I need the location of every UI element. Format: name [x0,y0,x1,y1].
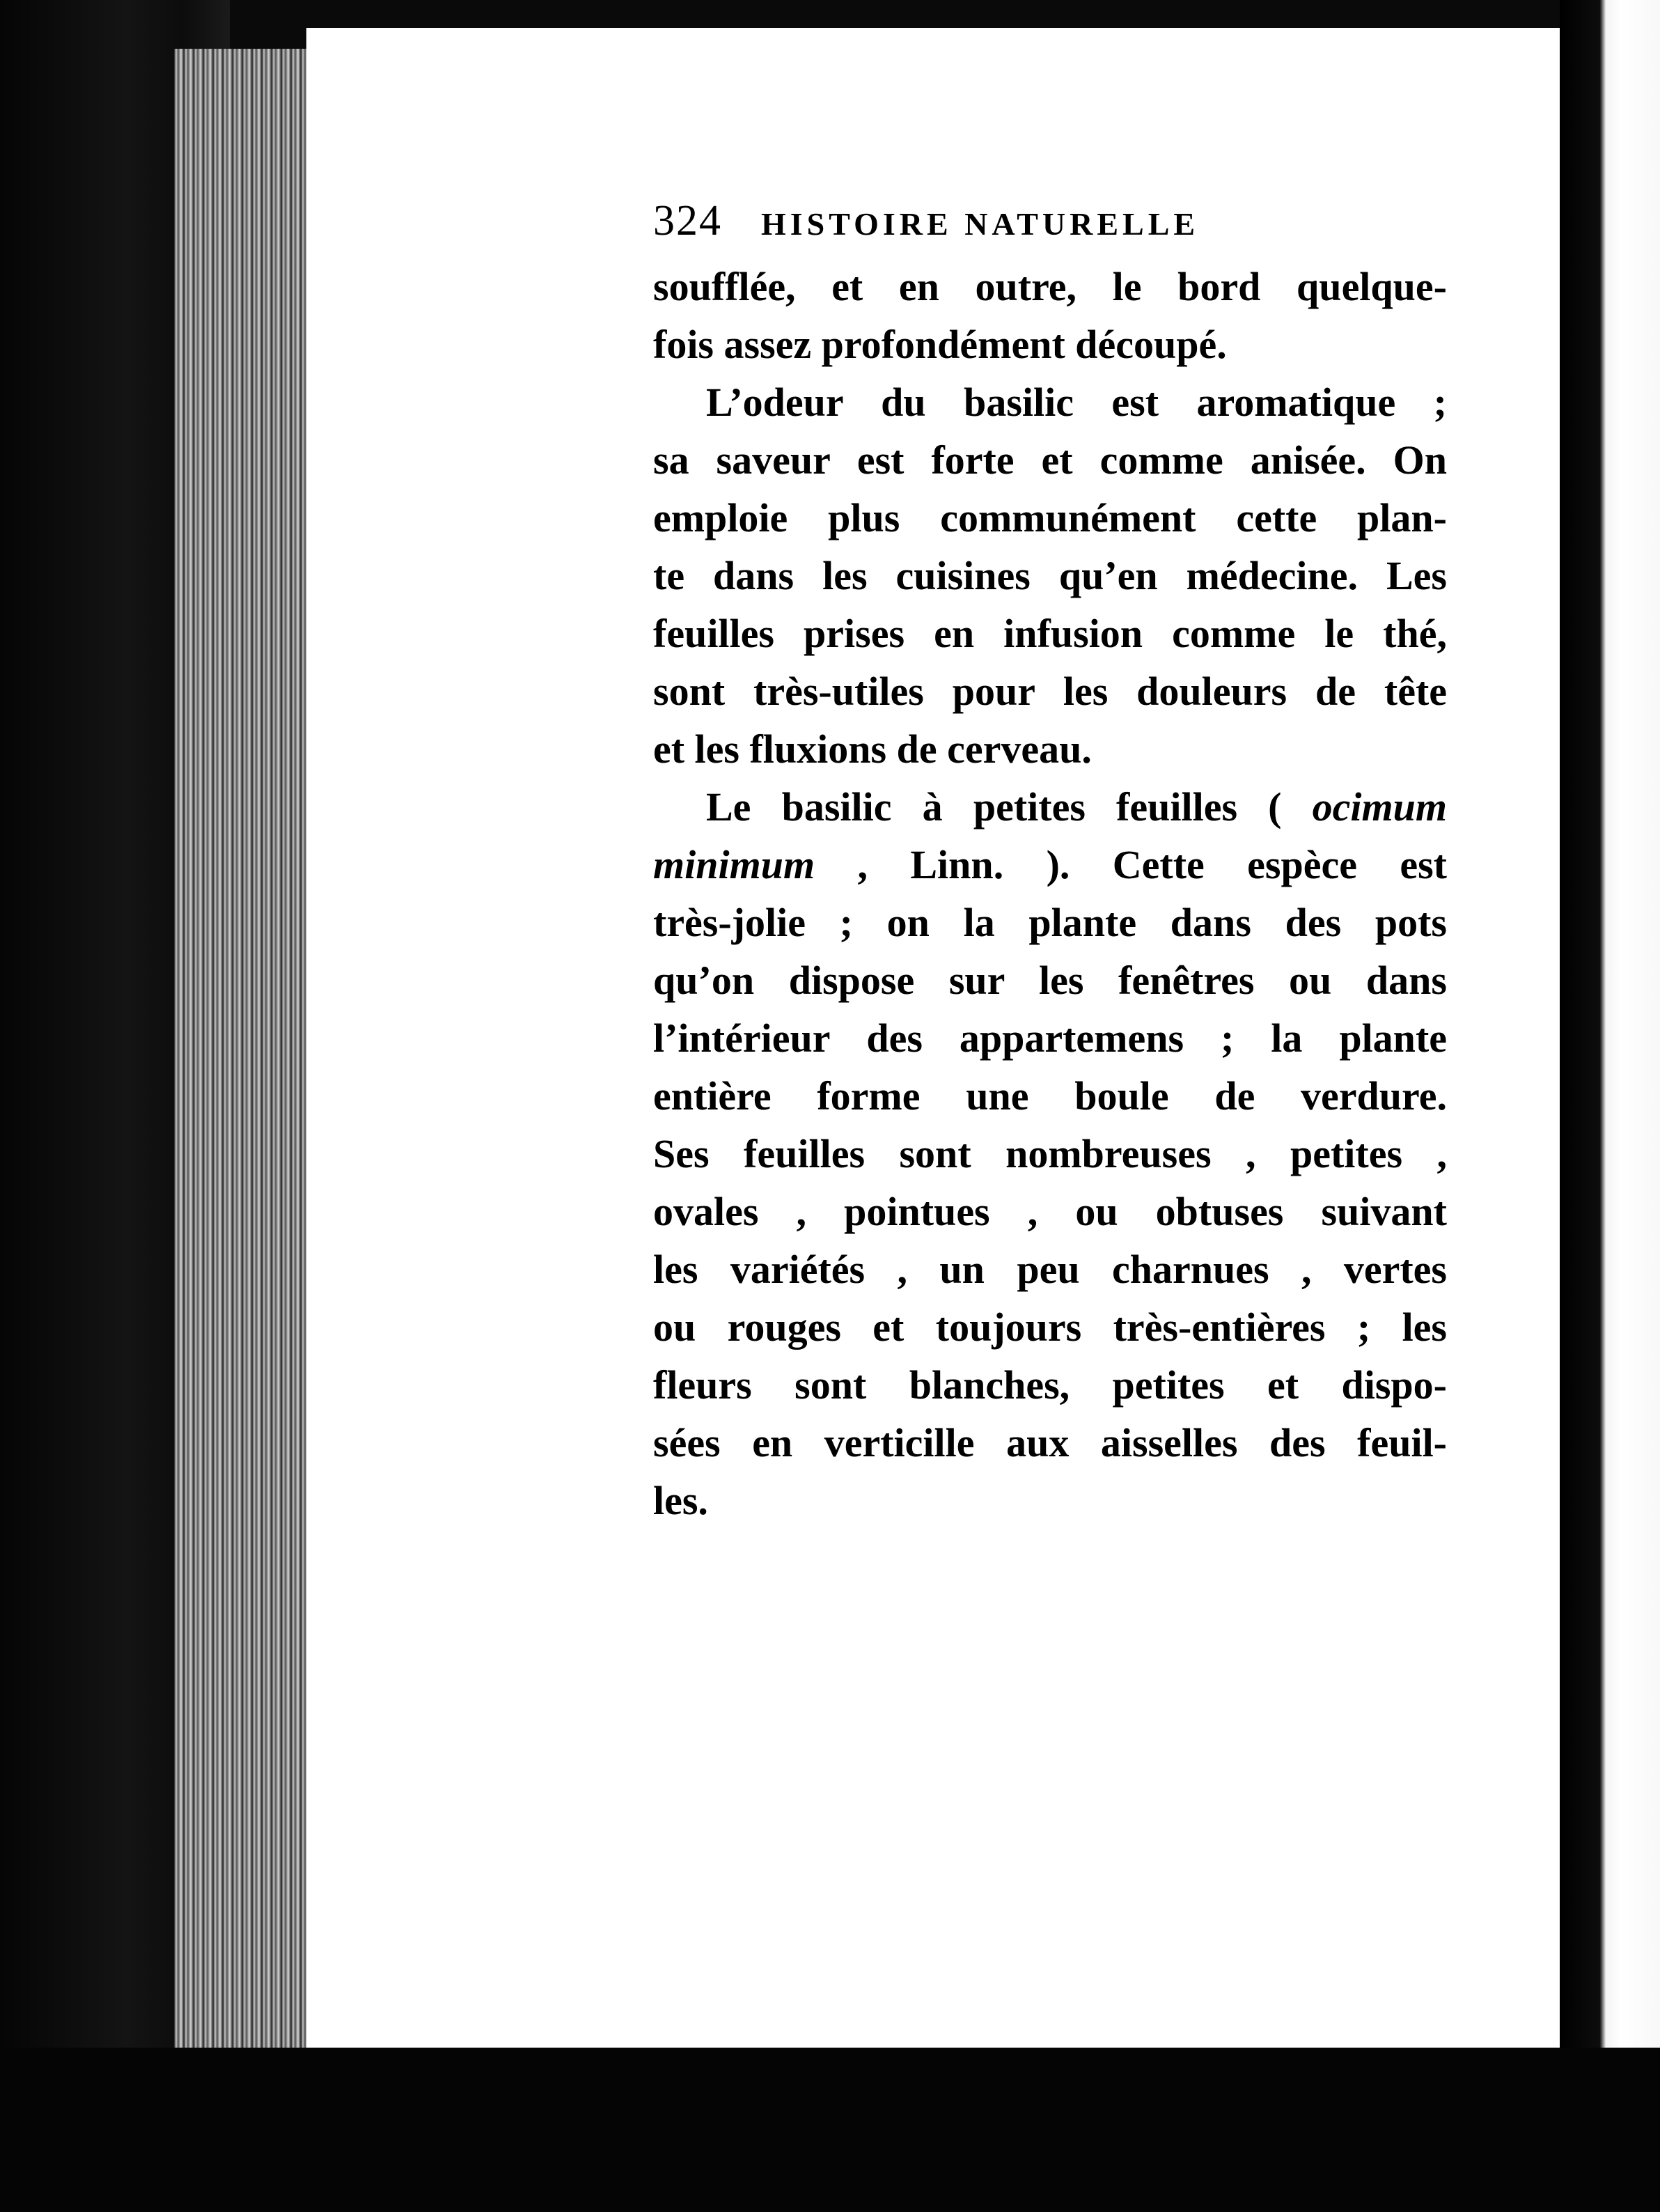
text-line: sa saveur est forte et comme anisée. On [653,437,1447,483]
text-line: L’odeur du basilic est aromatique ; [706,380,1447,425]
text-line: entière forme une boule de verdure. [653,1073,1447,1119]
text-line-segment: Le basilic à petites feuilles ( [706,784,1313,830]
text-line: fleurs sont blanches, petites et dispo- [653,1362,1447,1408]
text-line: très-jolie ; on la plante dans des pots [653,900,1447,945]
text-line: soufflée, et en outre, le bord quelque- [653,264,1447,309]
text-line: ou rouges et toujours très-entières ; les [653,1304,1447,1350]
text-line: qu’on dispose sur les fenêtres ou dans [653,958,1447,1003]
text-line: sont très-utiles pour les douleurs de tête [653,669,1447,714]
text-line [653,778,1447,836]
page-text-block [653,196,1447,1529]
text-line: l’intérieur des appartemens ; la plante [653,1015,1447,1061]
text-line: sées en verticille aux aisselles des feuil- [653,1420,1447,1465]
page-number: 324 [653,197,722,244]
text-line [653,836,1447,894]
text-line: emploie plus communément cette plan- [653,495,1447,540]
latin-name-italic: ocimum [1312,784,1447,830]
text-line: te dans les cuisines qu’en médecine. Les [653,553,1447,598]
scan-bottom-border [0,2048,1660,2212]
running-head: HISTOIRE NATURELLE [761,206,1200,242]
page-edges [174,49,313,2069]
next-page-edge [1560,0,1660,2212]
text-line-segment: , Linn. ). Cette espèce est [815,842,1447,887]
text-line: et les fluxions de cerveau. [653,726,1092,772]
latin-name-italic: minimum [653,842,815,887]
text-line: feuilles prises en infusion comme le thé, [653,611,1447,656]
text-line: fois assez profondément découpé. [653,322,1227,367]
text-line: les. [653,1478,708,1523]
text-line: les variétés , un peu charnues , vertes [653,1247,1447,1292]
text-line: ovales , pointues , ou obtuses suivant [653,1189,1447,1234]
text-line: Ses feuilles sont nombreuses , petites , [653,1131,1447,1176]
page-header [653,196,1447,258]
